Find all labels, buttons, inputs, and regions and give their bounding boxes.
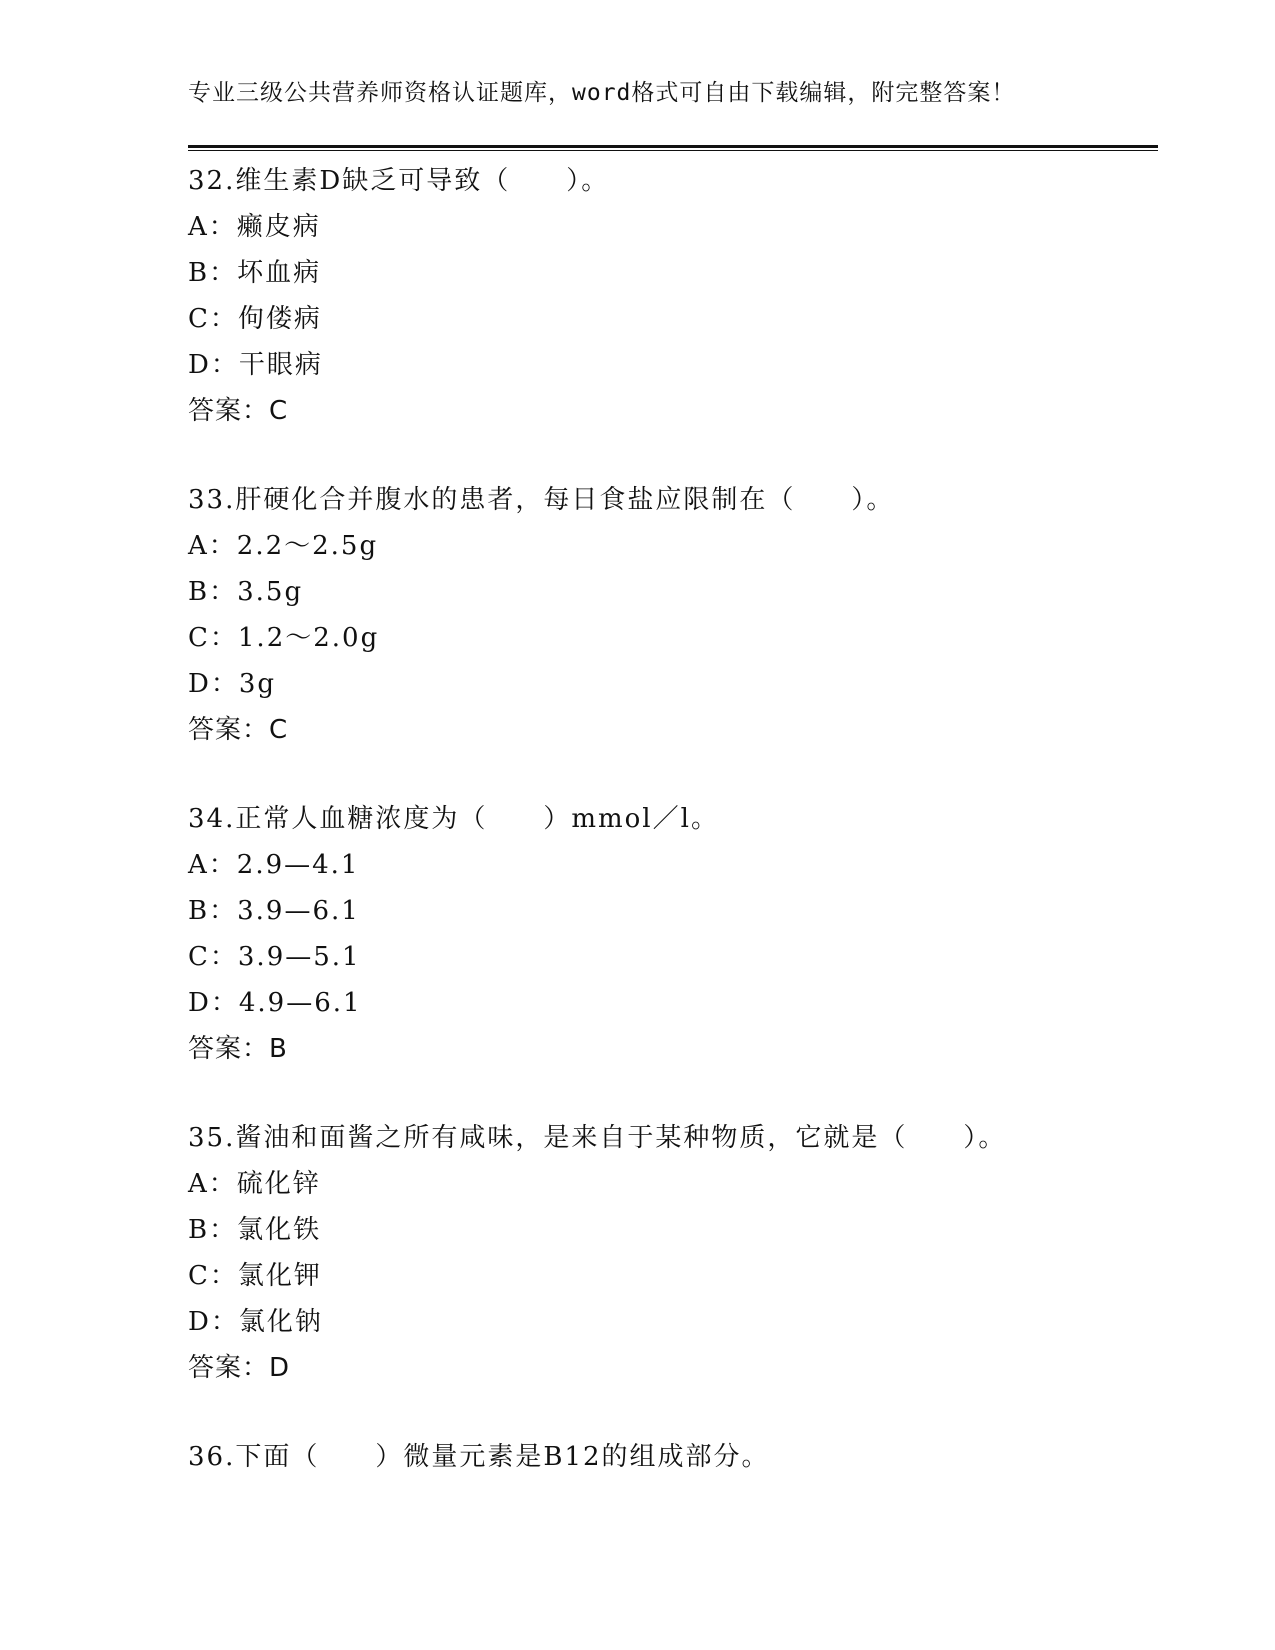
answer-line: 答案：C <box>188 396 289 426</box>
option-a: A：硫化锌 <box>188 1169 321 1199</box>
question-stem: 36.下面（ ）微量元素是B12的组成部分。 <box>188 1442 770 1472</box>
option-d: D：氯化钠 <box>188 1307 323 1337</box>
option-b: B：3.9—6.1 <box>188 896 360 926</box>
question-stem: 35.酱油和面酱之所有咸味，是来自于某种物质，它就是（ ）。 <box>188 1123 1007 1153</box>
option-a: A：癞皮病 <box>188 212 321 242</box>
question-stem: 33.肝硬化合并腹水的患者，每日食盐应限制在（ ）。 <box>188 485 895 515</box>
answer-line: 答案：C <box>188 715 289 745</box>
option-c: C：氯化钾 <box>188 1261 322 1291</box>
question-32 <box>188 158 1158 434</box>
page-header: 专业三级公共营养师资格认证题库，word格式可自由下载编辑，附完整答案！ <box>188 80 1016 106</box>
question-stem: 32.维生素D缺乏可导致（ ）。 <box>188 166 610 196</box>
option-a: A：2.9—4.1 <box>188 850 360 880</box>
option-d: D：4.9—6.1 <box>188 988 362 1018</box>
option-b: B：氯化铁 <box>188 1215 322 1245</box>
option-c: C：佝偻病 <box>188 304 322 334</box>
question-stem: 34.正常人血糖浓度为（ ）mmol／l。 <box>188 804 719 834</box>
question-35 <box>188 1115 1158 1391</box>
option-c: C：1.2～2.0g <box>188 623 380 653</box>
question-36 <box>188 1434 1158 1480</box>
answer-line: 答案：B <box>188 1034 288 1064</box>
option-d: D：3g <box>188 669 277 699</box>
option-b: B：3.5g <box>188 577 304 607</box>
option-d: D：干眼病 <box>188 350 323 380</box>
answer-line: 答案：D <box>188 1353 291 1383</box>
option-b: B：坏血病 <box>188 258 322 288</box>
option-c: C：3.9—5.1 <box>188 942 361 972</box>
question-list <box>188 158 1158 1523</box>
header-rule-thin <box>188 150 1158 151</box>
question-33 <box>188 477 1158 753</box>
question-34 <box>188 796 1158 1072</box>
option-a: A：2.2～2.5g <box>188 531 379 561</box>
header-rule-thick <box>188 145 1158 148</box>
